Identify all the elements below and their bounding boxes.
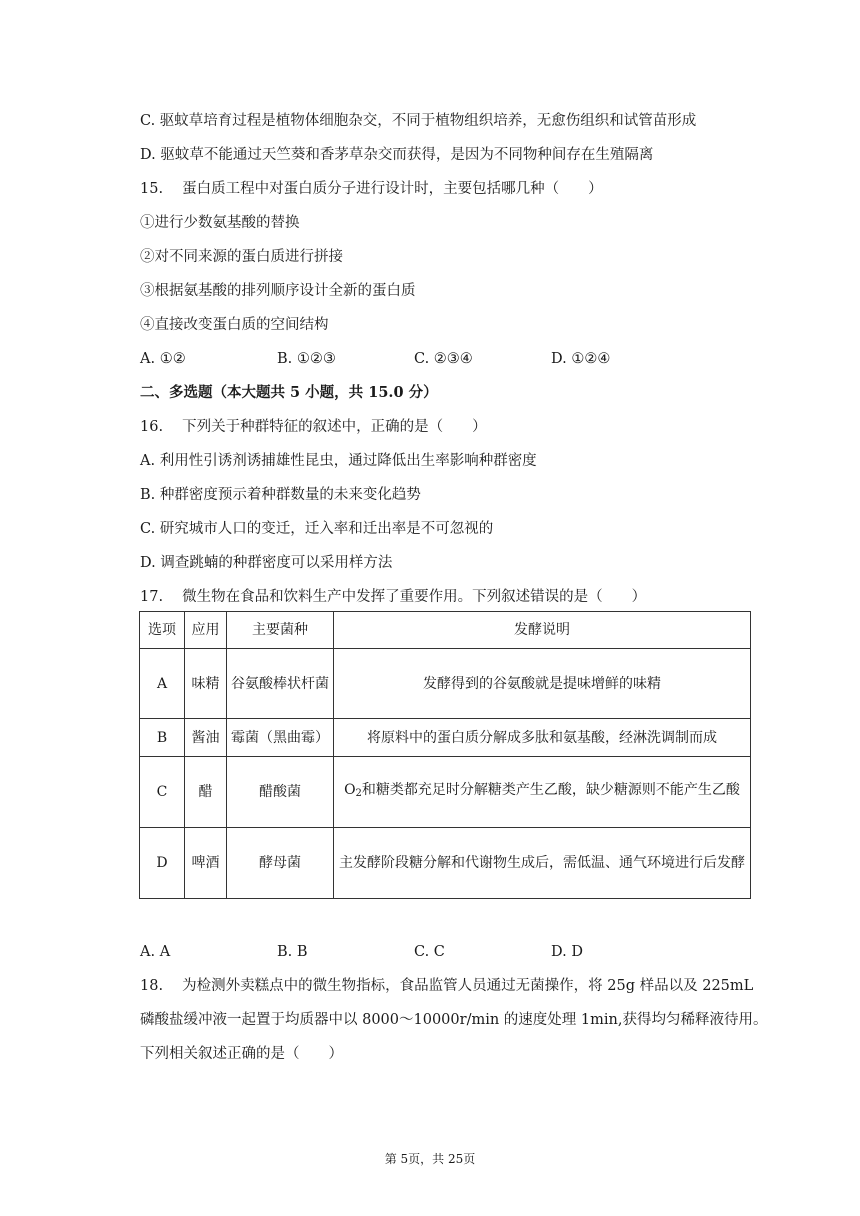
table-header-cell: 主要菌种 bbox=[227, 612, 334, 649]
question-17-option-b: B. B bbox=[277, 944, 308, 960]
question-15-stem: 15. 蛋白质工程中对蛋白质分子进行设计时，主要包括哪几种（ ） bbox=[140, 181, 603, 197]
table-row bbox=[140, 757, 751, 828]
table-row bbox=[140, 649, 751, 719]
table-cell: 霉菌（黑曲霉） bbox=[227, 719, 334, 757]
question-15-item-2: ②对不同来源的蛋白质进行拼接 bbox=[140, 249, 343, 265]
question-15-item-3: ③根据氨基酸的排列顺序设计全新的蛋白质 bbox=[140, 283, 416, 299]
table-row bbox=[140, 719, 751, 757]
question-17-option-c: C. C bbox=[414, 944, 445, 960]
table-header-row bbox=[140, 612, 751, 649]
table-cell: 酱油 bbox=[185, 719, 227, 757]
table-cell: 谷氨酸棒状杆菌 bbox=[227, 649, 334, 719]
table-cell: D bbox=[140, 828, 185, 899]
question-15-option-b: B. ①②③ bbox=[277, 351, 336, 367]
formula-subscript: 2 bbox=[355, 788, 362, 799]
page-number-footer: 第 5页，共 25页 bbox=[384, 1152, 476, 1166]
question-17-stem: 17. 微生物在食品和饮料生产中发挥了重要作用。下列叙述错误的是（ ） bbox=[140, 589, 647, 605]
question-16-stem: 16. 下列关于种群特征的叙述中，正确的是（ ） bbox=[140, 419, 487, 435]
table-cell: 味精 bbox=[185, 649, 227, 719]
question-16-option-a: A. 利用性引诱剂诱捕雄性昆虫，通过降低出生率影响种群密度 bbox=[140, 453, 537, 469]
table-cell-text: 和糖类都充足时分解糖类产生乙酸，缺少糖源则不能产生乙酸 bbox=[361, 782, 740, 798]
table-cell: 酵母菌 bbox=[227, 828, 334, 899]
question-17-option-d: D. D bbox=[551, 944, 583, 960]
question-17-option-a: A. A bbox=[140, 944, 171, 960]
table-cell-with-formula bbox=[334, 757, 751, 828]
table-cell: 将原料中的蛋白质分解成多肽和氨基酸，经淋洗调制而成 bbox=[334, 719, 751, 757]
question-14-option-c: C. 驱蚊草培育过程是植物体细胞杂交，不同于植物组织培养，无愈伤组织和试管苗形成 bbox=[140, 113, 697, 129]
question-15-item-1: ①进行少数氨基酸的替换 bbox=[140, 215, 300, 231]
table-header-cell: 选项 bbox=[140, 612, 185, 649]
section-heading: 二、多选题（本大题共 5 小题，共 15.0 分） bbox=[140, 384, 438, 401]
table-cell: C bbox=[140, 757, 185, 828]
question-18-line-1: 18. 为检测外卖糕点中的微生物指标，食品监管人员通过无菌操作，将 25g 样品以及 225mL bbox=[140, 978, 754, 994]
table-cell: A bbox=[140, 649, 185, 719]
formula-o: O bbox=[344, 782, 356, 798]
table-cell: 醋酸菌 bbox=[227, 757, 334, 828]
table-cell: 主发酵阶段糖分解和代谢物生成后，需低温、通气环境进行后发酵 bbox=[334, 828, 751, 899]
table-cell: 发酵得到的谷氨酸就是提味增鲜的味精 bbox=[334, 649, 751, 719]
table-cell: 醋 bbox=[185, 757, 227, 828]
table-header-cell: 发酵说明 bbox=[334, 612, 751, 649]
fermentation-table bbox=[139, 611, 751, 899]
question-16-option-b: B. 种群密度预示着种群数量的未来变化趋势 bbox=[140, 487, 421, 503]
question-18-line-2: 磷酸盐缓冲液一起置于均质器中以 8000～10000r/min 的速度处理 1min,获得均匀稀释液待用。 bbox=[140, 1012, 768, 1028]
question-14-option-d: D. 驱蚊草不能通过天竺葵和香茅草杂交而获得，是因为不同物种间存在生殖隔离 bbox=[140, 147, 654, 163]
question-15-item-4: ④直接改变蛋白质的空间结构 bbox=[140, 317, 329, 333]
table-header-cell: 应用 bbox=[185, 612, 227, 649]
question-15-option-a: A. ①② bbox=[140, 351, 186, 367]
question-15-option-d: D. ①②④ bbox=[551, 351, 611, 367]
table-cell: 啤酒 bbox=[185, 828, 227, 899]
question-18-line-3: 下列相关叙述正确的是（ ） bbox=[140, 1046, 343, 1062]
question-15-option-c: C. ②③④ bbox=[414, 351, 473, 367]
table-row bbox=[140, 828, 751, 899]
question-16-option-d: D. 调查跳蝻的种群密度可以采用样方法 bbox=[140, 555, 393, 571]
table-cell: B bbox=[140, 719, 185, 757]
question-16-option-c: C. 研究城市人口的变迁，迁入率和迁出率是不可忽视的 bbox=[140, 521, 494, 537]
